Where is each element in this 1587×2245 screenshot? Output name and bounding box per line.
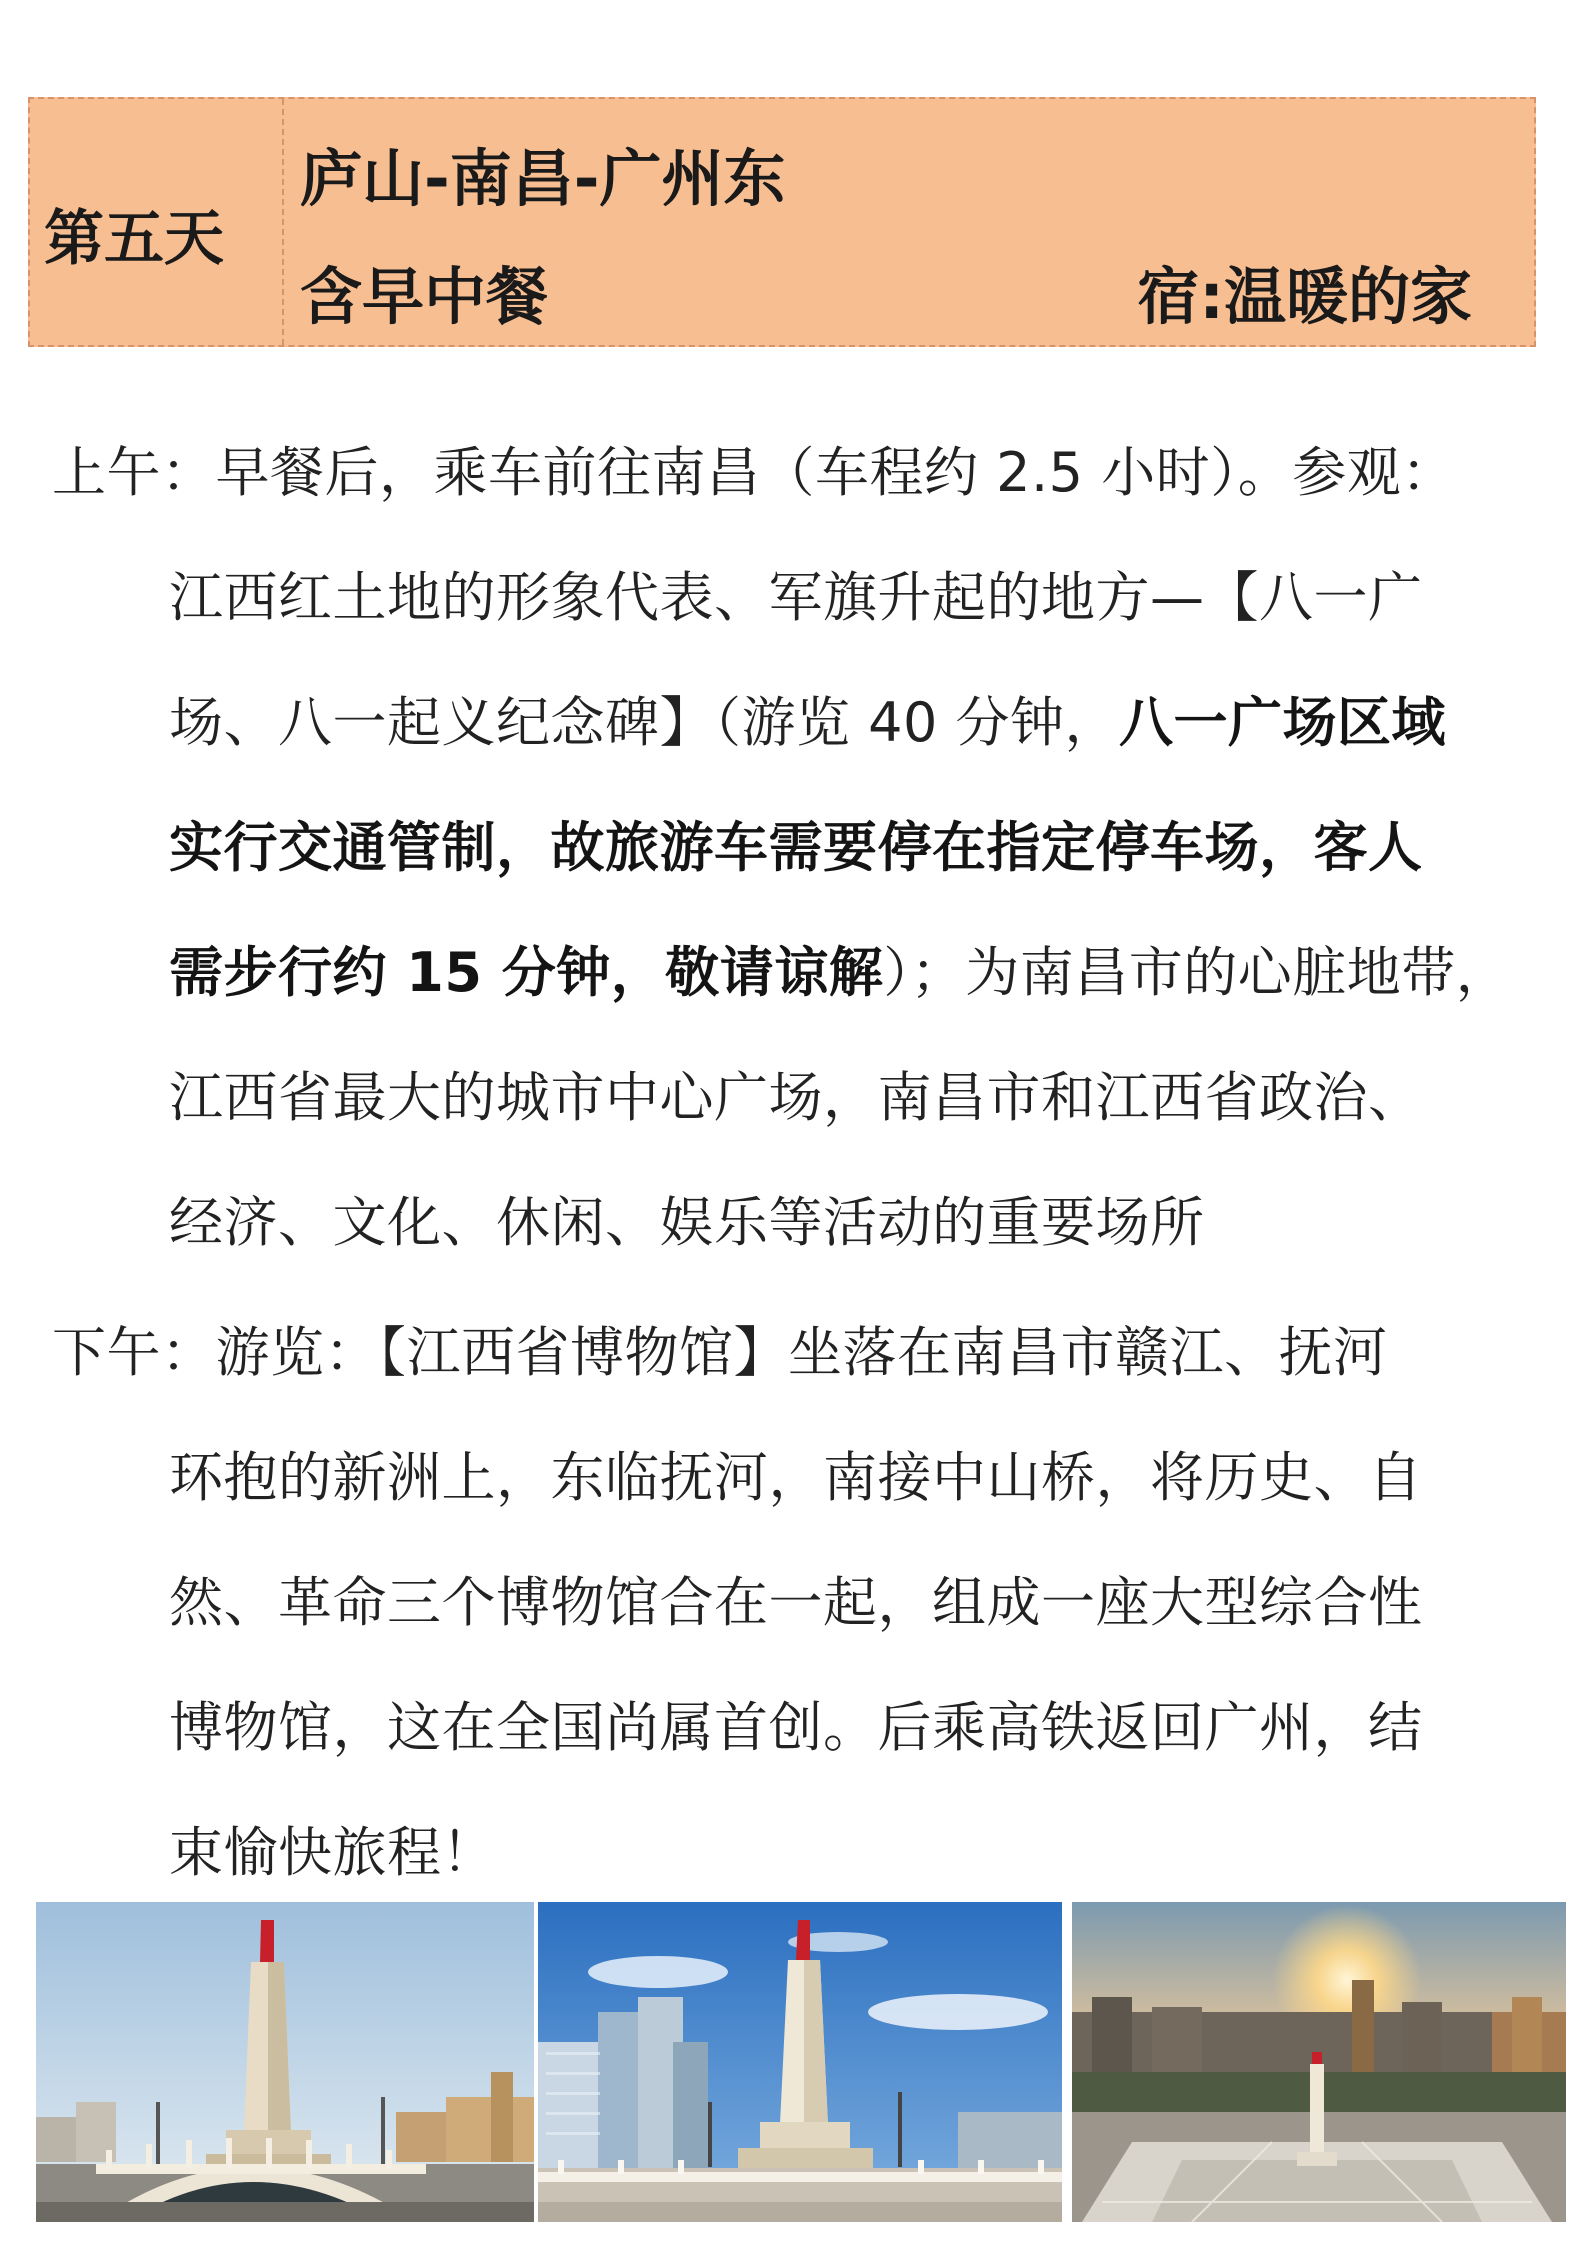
meals-info: 含早中餐	[300, 260, 549, 333]
bold-notice-text: 实行交通管制，故旅游车需要停在指定停车场，客人	[169, 816, 1423, 879]
text-run: 江西红土地的形象代表、军旗升起的地方—【八一广	[169, 566, 1423, 629]
bold-notice-text: 八一广场区域	[1119, 691, 1447, 754]
text-run: 下午：游览：【江西省博物馆】坐落在南昌市赣江、抚河	[52, 1321, 1388, 1384]
afternoon-line	[52, 1415, 1542, 1540]
afternoon-line	[52, 1290, 1542, 1415]
text-run: 上午：早餐后，乘车前往南昌（车程约 2.5 小时）。参观：	[52, 441, 1456, 504]
text-run: 博物馆，这在全国尚属首创。后乘高铁返回广州，结	[169, 1696, 1423, 1759]
bayi-square-aerial-sunset-photo	[1072, 1902, 1566, 2222]
text-run: 场、八一起义纪念碑】（游览 40 分钟，	[169, 691, 1120, 754]
text-run: 环抱的新洲上，东临抚河，南接中山桥，将历史、自	[169, 1446, 1423, 1509]
afternoon-section	[52, 1290, 1542, 1915]
day-cell	[30, 99, 284, 345]
text-run: 然、革命三个博物馆合在一起，组成一座大型综合性	[169, 1571, 1423, 1634]
text-run: 束愉快旅程！	[169, 1821, 496, 1884]
route-title: 庐山-南昌-广州东	[300, 142, 786, 215]
day-label: 第五天	[44, 204, 224, 274]
morning-line	[52, 785, 1542, 910]
text-run: ）；为南昌市的心脏地带，	[883, 941, 1511, 1004]
afternoon-line	[52, 1540, 1542, 1665]
morning-line	[52, 1035, 1542, 1160]
afternoon-line	[52, 1665, 1542, 1790]
bayi-monument-square-photo	[538, 1902, 1062, 2222]
morning-line	[52, 410, 1542, 535]
morning-line	[52, 1160, 1542, 1285]
morning-section	[52, 410, 1542, 1285]
day-header	[28, 97, 1536, 347]
bayi-monument-bridge-photo	[36, 1902, 534, 2222]
morning-line	[52, 535, 1542, 660]
text-run: 经济、文化、休闲、娱乐等活动的重要场所	[169, 1191, 1205, 1254]
morning-line	[52, 910, 1542, 1035]
text-run: 江西省最大的城市中心广场，南昌市和江西省政治、	[169, 1066, 1423, 1129]
morning-line	[52, 660, 1542, 785]
afternoon-line	[52, 1790, 1542, 1915]
lodging-info: 宿:温暖的家	[1137, 260, 1472, 333]
bold-notice-text: 需步行约 15 分钟，敬请谅解	[169, 941, 884, 1004]
